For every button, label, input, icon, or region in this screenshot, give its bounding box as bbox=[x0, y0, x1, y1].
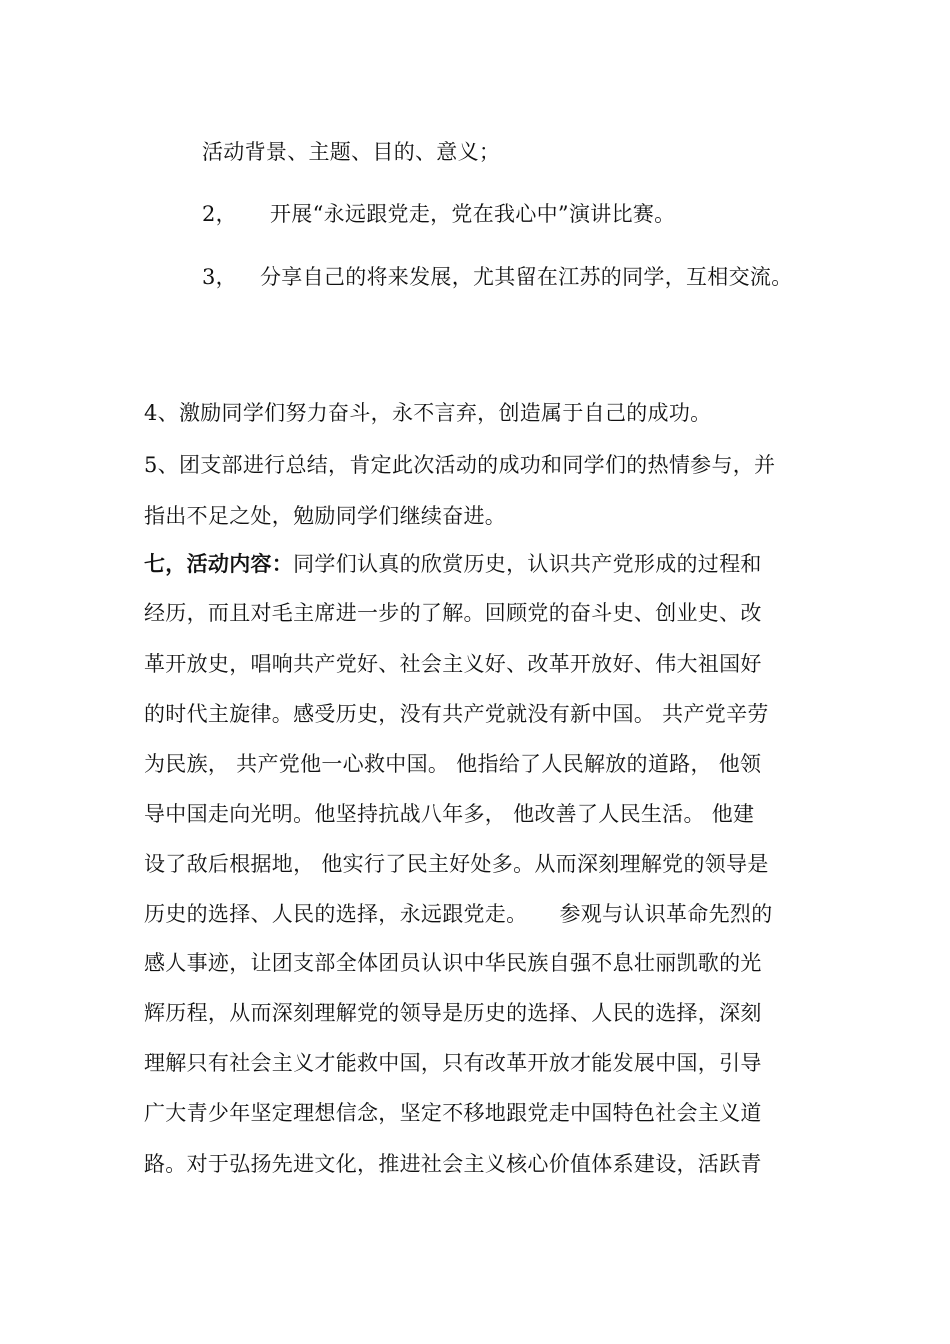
numbered-item-3 bbox=[202, 263, 793, 291]
list-item-5: 5、团支部进行总结，肯定此次活动的成功和同学们的热情参与，并 bbox=[144, 453, 776, 477]
paragraph-line: 辉历程，从而深刻理解党的领导是历史的选择、人民的选择，深刻 bbox=[144, 1001, 762, 1025]
paragraph-line: 导中国走向光明。他坚持抗战八年多， 他改善了人民生活。 他建 bbox=[144, 802, 755, 826]
section-heading: 七，活动内容： bbox=[144, 551, 294, 576]
numbered-item-2 bbox=[202, 200, 675, 228]
list-item-5-cont: 指出不足之处，勉励同学们继续奋进。 bbox=[144, 504, 507, 528]
paragraph-line: 设了敌后根据地， 他实行了民主好处多。从而深刻理解党的领导是 bbox=[144, 852, 769, 876]
paragraph-text: 同学们认真的欣赏历史，认识共产党形成的过程和 bbox=[293, 552, 762, 576]
item-text: 开展“永远跟党走，党在我心中”演讲比赛。 bbox=[270, 202, 676, 226]
paragraph-line: 的时代主旋律。感受历史，没有共产党就没有新中国。 共产党辛劳 bbox=[144, 702, 769, 726]
item-number: 3， bbox=[202, 265, 237, 289]
paragraph-line: 感人事迹，让团支部全体团员认识中华民族自强不息壮丽凯歌的光 bbox=[144, 951, 762, 975]
section-paragraph-first-line bbox=[144, 550, 762, 578]
paragraph-line: 为民族， 共产党他一心救中国。 他指给了人民解放的道路， 他领 bbox=[144, 752, 762, 776]
paragraph-line: 历史的选择、人民的选择，永远跟党走。 参观与认识革命先烈的 bbox=[144, 902, 773, 926]
list-item-4: 4、激励同学们努力奋斗，永不言弃，创造属于自己的成功。 bbox=[144, 401, 712, 425]
paragraph-line: 路。对于弘扬先进文化，推进社会主义核心价值体系建设，活跃青 bbox=[144, 1152, 762, 1176]
item-text: 分享自己的将来发展，尤其留在江苏的同学，互相交流。 bbox=[260, 265, 793, 289]
paragraph-line: 广大青少年坚定理想信念，坚定不移地跟党走中国特色社会主义道 bbox=[144, 1101, 762, 1125]
intro-line: 活动背景、主题、目的、意义； bbox=[202, 140, 501, 164]
paragraph-line: 革开放史，唱响共产党好、社会主义好、改革开放好、伟大祖国好 bbox=[144, 652, 762, 676]
paragraph-line: 经历，而且对毛主席进一步的了解。回顾党的奋斗史、创业史、改 bbox=[144, 601, 762, 625]
paragraph-line: 理解只有社会主义才能救中国，只有改革开放才能发展中国，引导 bbox=[144, 1051, 762, 1075]
item-number: 2， bbox=[202, 202, 237, 226]
